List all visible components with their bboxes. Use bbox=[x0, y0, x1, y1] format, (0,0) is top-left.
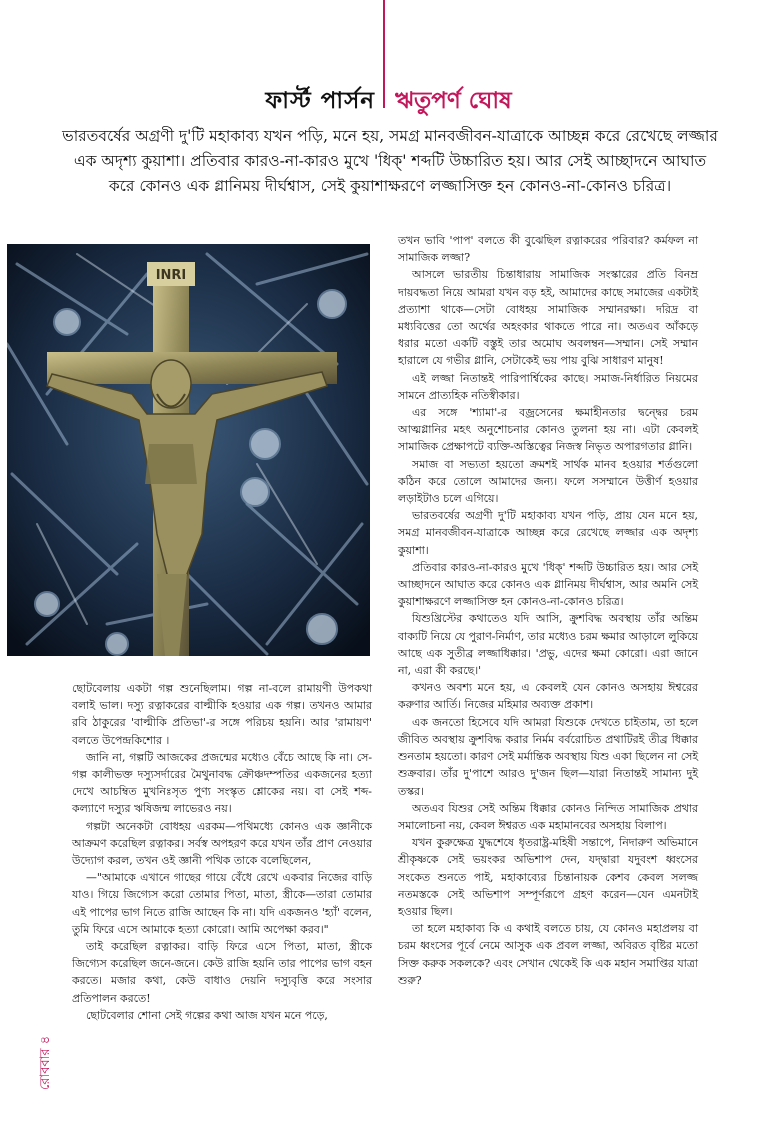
right-paragraph: এক জনতো হিসেবে যদি আমরা যিশুকে দেখতে চাইতাম, তা হলে জীবিত অবস্থায় ক্রুশবিদ্ধ করার নির্মম বর্বরোচিত প্রথাটিরই তীব্র ধিক্কার শুনতাম হয়তো। কারণ সেই মর্মান্তিক অবস্থায় যিশু একা ছিলেন না সেই শুক্রবার। তাঁর দু'পাশে আরও দু'জন ছিল—যারা নিতান্তই সামান্য দুই তস্কর। bbox=[398, 715, 698, 798]
right-paragraph: তখন ভাবি 'পাপ' বলতে কী বুঝেছিল রত্নাকরের পরিবার? কর্মফল না সামাজিক লজ্জা? bbox=[398, 234, 698, 265]
inri-plaque: INRI bbox=[155, 268, 187, 283]
author-name: ঋতুপর্ণ ঘোষ bbox=[395, 88, 512, 114]
left-paragraph: ছোটবেলার শোনা সেই গল্পের কথা আজ যখন মনে পড়ে, bbox=[86, 1008, 328, 1022]
left-text-column bbox=[72, 680, 372, 1024]
page-footer-label: রোববার ৪ bbox=[38, 1035, 53, 1090]
right-paragraph: যখন কুরুক্ষেত্র যুদ্ধশেষে ধৃতরাষ্ট্র-মহিষী সন্তাপে, নিদারুণ অভিমানে শ্রীকৃষ্ণকে সেই ভয়ংকর অভিশাপ দেন, যদ্দ্বারা যদুবংশ ধ্বংসের সংকেত শুনতে পাই, মহাকাব্যের চিন্তানায়ক কেশব কেবল সলজ্জ নতমস্তকে সেই অভিশাপ সম্পূর্ণরূপে গ্রহণ করেন—যেন এমনটাই হওয়ার ছিল। bbox=[398, 836, 698, 918]
right-paragraph: সমাজ বা সভ্যতা হয়তো ক্রমশই সার্থক মানব হওয়ার শর্তগুলো কঠিন করে তোলে আমাদের জন্য। ফলে সসম্মানে উত্তীর্ণ হওয়ার লড়াইটাও চলে এগিয়ে। bbox=[398, 457, 698, 506]
right-paragraph: কখনও অবশ্য মনে হয়, এ কেবলই যেন কোনও অসহায় ঈশ্বরের করুণার আর্তি। নিজের মহিমার অব্যক্ত প্রকাশ। bbox=[398, 681, 698, 712]
right-paragraph: ভারতবর্ষের অগ্রণী দু'টি মহাকাব্য যখন পড়ি, প্রায় যেন মনে হয়, সমগ্র মানবজীবন-যাত্রাকে আচ্ছন্ন করে রেখেছে লজ্জার এক অদৃশ্য কুয়াশা। bbox=[398, 509, 698, 557]
left-paragraph: —"আমাকে এখানে গাছের গায়ে বেঁধে রেখে একবার নিজের বাড়ি যাও। গিয়ে জিগ্যেস করো তোমার পিতা, মাতা, স্ত্রীকে—তারা তোমার এই পাপের ভাগ নিতে রাজি আছেন কি না। যদি একজনও 'হ্যাঁ' বলেন, তুমি ফিরে এসে আমাকে হত্যা কোরো। আমি অপেক্ষা করব।" bbox=[72, 871, 372, 936]
crucifix-photo bbox=[7, 244, 370, 656]
right-paragraph: অতএব যিশুর সেই অন্তিম ধিক্কার কোনও নিন্দিত সামাজিক প্রথার সমালোচনা নয়, কেবল ঈশ্বরত এক মহামানবের অসহায় বিলাপ। bbox=[398, 801, 698, 832]
left-paragraph: জানি না, গল্পটি আজকের প্রজন্মের মধ্যেও বেঁচে আছে কি না। সে-গল্প কালীভক্ত দস্যুসর্দারের মৈথুনাবদ্ধ ক্রৌঞ্চদম্পতির একজনের হত্যা দেখে আচম্বিত মুখনিঃসৃত পুণ্য সংস্কৃত শ্লোকের নয়। বা সেই শব্দ-কল্যাণে দস্যুর ঋষিজন্ম লাভেরও নয়। bbox=[72, 750, 372, 816]
right-paragraph: এর সঙ্গে 'শ্যামা'-র বজ্রসেনের ক্ষমাহীনতার দ্বন্দ্বের চরম আত্মগ্লানির মহৎ অনুশোচনার কোনও তুলনা হয় না। এটা কেবলই সামাজিক প্রেক্ষাপটে ব্যক্তি-অস্তিত্বের নিজস্ব নিভৃত অপারগতার গ্লানি। bbox=[398, 406, 698, 454]
intro-paragraph: ভারতবর্ষের অগ্রণী দু'টি মহাকাব্য যখন পড়ি, মনে হয়, সমগ্র মানবজীবন-যাত্রাকে আচ্ছন্ন করে রেখেছে লজ্জার এক অদৃশ্য কুয়াশা। প্রতিবার কারও-না-কারও মুখে 'ধিক্' শব্দটি উচ্চারিত হয়। আর সেই আচ্ছাদনে আঘাত করে কোনও এক গ্লানিময় দীর্ঘশ্বাস, সেই কুয়াশাক্ষরণে লজ্জাসিক্ত হন কোনও-না-কোনও চরিত্র। bbox=[62, 127, 718, 195]
left-paragraph: ছোটবেলায় একটা গল্প শুনেছিলাম। গল্প না-বলে রামায়ণী উপকথা বলাই ভাল। দস্যু রত্নাকরের বাল্মীকি হওয়ার এক গল্প। তখনও আমার রবি ঠাকুরের 'বাল্মীকি প্রতিভা'-র সঙ্গে পরিচয় হয়নি। আর 'রামায়ণ' বলতে উপেন্দ্রকিশোর । bbox=[72, 682, 372, 747]
right-paragraph: এই লজ্জা নিতান্তই পারিপার্শ্বিকের কাছে। সমাজ-নির্ধারিত নিয়মের সামনে প্রাত্যহিক নতিস্বীকার। bbox=[398, 371, 698, 402]
right-paragraph: যিশুখ্রিস্টের কথাতেও যদি আসি, ক্রুশবিদ্ধ অবস্থায় তাঁর অন্তিম বাক্যটি নিয়ে যে পুরাণ-নির্মাণ, তার মধ্যেও চরম ক্ষমার আড়ালে লুকিয়ে আছে এক সুতীব্র লজ্জাধিক্কার। 'প্রভু, এদের ক্ষমা কোরো। এরা জানে না, এরা কী করছে।' bbox=[398, 612, 698, 678]
right-text-column bbox=[398, 232, 698, 989]
column-title: ফার্স্ট পার্সন bbox=[265, 88, 375, 114]
right-paragraph: আসলে ভারতীয় চিন্তাধারায় সামাজিক সংস্কারের প্রতি বিনম্র দায়বদ্ধতা নিয়ে আমরা যখন বড় হই, আমাদের কাছে সমাজের একটাই প্রত্যাশা থাকে—সেটা বোধহয় সামাজিক সম্মানরক্ষা। দরিদ্র বা মধ্যবিত্তের তো অর্থের অহংকার থাকতে পারে না। অতএব আঁকড়ে ধরার মতো একটি বস্তুই তার অমোঘ অবলম্বন—সম্মান। সেই সম্মান হারালে যে গভীর গ্লানি, সেটাকেই ভয় পায় বুঝি সাধারণ মানুষ! bbox=[398, 268, 698, 368]
right-paragraph: প্রতিবার কারও-না-কারও মুখে 'ধিক্' শব্দটি উচ্চারিত হয়। আর সেই আচ্ছাদনে আঘাত করে কোনও এক গ্লানিময় দীর্ঘশ্বাস, আর অমনি সেই কুয়াশাক্ষরণে লজ্জাসিক্ত হন কোনও-না-কোনও চরিত্র। bbox=[398, 560, 698, 609]
header-divider-line bbox=[383, 0, 385, 108]
left-paragraph: গল্পটা অনেকটা বোধহয় এরকম—পথিমধ্যে কোনও এক জ্ঞানীকে আক্রমণ করেছিল রত্নাকর। সর্বস্ব অপহরণ করে যখন তাঁর প্রাণ নেওয়ার উদ্যোগ করল, তখন ওই জ্ঞানী পথিক তাকে বলেছিলেন, bbox=[72, 819, 372, 868]
right-paragraph: তা হলে মহাকাব্য কি এ কথাই বলতে চায়, যে কোনও মহাপ্রলয় বা চরম ধ্বংসের পূর্বে নেমে আসুক এক প্রবল লজ্জা, অবিরত বৃষ্টির মতো সিক্ত করুক সকলকে? এবং সেখান থেকেই কি এক মহান সমাপ্তির যাত্রা শুরু? bbox=[398, 922, 698, 987]
left-paragraph: তাই করেছিল রত্নাকর। বাড়ি ফিরে এসে পিতা, মাতা, স্ত্রীকে জিগ্যেস করেছিল জনে-জনে। কেউ রাজি হয়নি তার পাপের ভাগ বহন করতে। মজার কথা, কেউ বাধাও দেয়নি দস্যুবৃত্তি করে সংসার প্রতিপালন করতে! bbox=[72, 940, 372, 1005]
